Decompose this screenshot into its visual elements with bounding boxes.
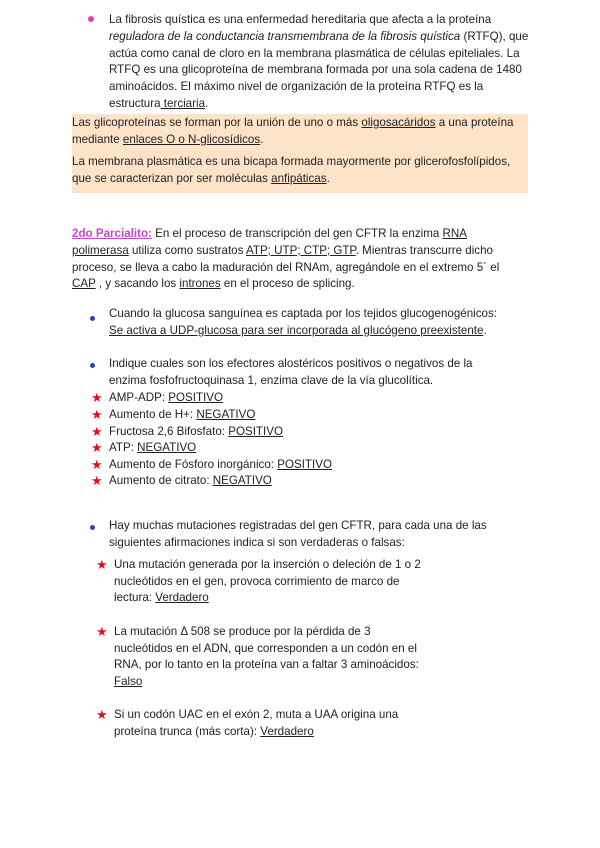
- efector-value: POSITIVO: [168, 391, 224, 404]
- bullet-icon: [90, 525, 95, 530]
- text: , y sacando los: [95, 277, 180, 291]
- efector-label: Aumento de citrato:: [109, 474, 213, 487]
- answer-intrones: intrones: [179, 277, 221, 291]
- answer-terciaria: terciaria: [160, 96, 206, 110]
- parcialito-paragraph: [72, 226, 524, 293]
- intro-text: (RTFQ), que actúa como canal de cloro en la membrana plasmática de células epiteliales. La RTFQ es una glicoproteína de membrana formada por una sola cadena de 1480 aminoácidos. El máximo nivel de organización de la proteína RTFQ es la estructura: [109, 29, 529, 110]
- mutacion-item: [114, 624, 419, 690]
- star-icon: ★: [96, 557, 108, 572]
- efector-value: NEGATIVO: [137, 441, 197, 454]
- star-icon: ★: [96, 624, 108, 639]
- text: Las glicoproteínas se forman por la unión de uno o más: [72, 116, 362, 129]
- mutacion-text: Una mutación generada por la inserción o deleción de 1 o 2 nucleótidos en el gen, provoca corrimiento de marco de lectura:: [114, 558, 421, 605]
- question-text: Cuando la glucosa sanguínea es captada por los tejidos glucogenogénicos:: [109, 307, 498, 320]
- mutacion-item: [114, 557, 424, 607]
- intro-text: La fibrosis quística es una enfermedad hereditaria que afecta a la proteína: [109, 13, 492, 26]
- text: . Mientras transcurre dicho proceso, se lleva a cabo la maduración del RNAm, agregándole en el extremo 5´ el: [72, 243, 500, 274]
- text: La membrana plasmática es una bicapa formada mayormente por glicerofosfolípidos, que se caracterizan por ser moléculas: [72, 155, 511, 185]
- text: a una proteína mediante: [72, 116, 514, 146]
- protein-name: reguladora de la conductancia transmembrana de la fibrosis quística: [109, 29, 461, 43]
- glycoprotein-paragraph: [72, 114, 528, 148]
- mutacion-answer: Verdadero: [260, 724, 314, 738]
- efector-value: POSITIVO: [277, 458, 332, 471]
- efector-label: Aumento de H+:: [109, 408, 197, 421]
- efector-label: Aumento de Fósforo inorgánico:: [109, 458, 278, 471]
- efector-label: ATP:: [109, 441, 138, 454]
- star-icon: ★: [91, 407, 103, 422]
- efector-value: NEGATIVO: [196, 408, 256, 421]
- efector-value: NEGATIVO: [212, 474, 272, 487]
- efector-item: [109, 424, 283, 441]
- period: .: [326, 172, 330, 185]
- mutacion-item: [114, 707, 414, 740]
- period: .: [260, 133, 264, 146]
- mutacion-text: La mutación Δ 508 se produce por la pérdida de 3 nucleótidos en el ADN, que corresponden a un codón en el RNA, por lo tanto en la proteína van a faltar 3 aminoácidos:: [114, 625, 419, 672]
- mutaciones-question: Hay muchas mutaciones registradas del gen CFTR, para cada una de las siguientes afirmaciones indica si son verdaderas o falsas:: [109, 519, 487, 549]
- glucosa-question: [109, 306, 529, 339]
- bullet-icon: [88, 16, 94, 22]
- text: en el proceso de splicing.: [220, 277, 355, 291]
- bullet-icon: [90, 363, 95, 368]
- efector-label: AMP-ADP:: [109, 391, 169, 404]
- star-icon: ★: [91, 440, 103, 455]
- mutacion-text: Si un codón UAC en el exón 2, muta a UAA origina una proteína trunca (más corta):: [114, 708, 399, 738]
- star-icon: ★: [91, 457, 103, 472]
- mutacion-answer: Falso: [114, 674, 143, 688]
- star-icon: ★: [91, 473, 103, 488]
- efector-item: [109, 440, 196, 457]
- answer-enlaces: enlaces O o N-glicosídicos: [122, 133, 261, 146]
- efector-item: [109, 390, 223, 407]
- bullet-icon: [90, 316, 95, 321]
- efector-item: [109, 407, 255, 424]
- star-icon: ★: [91, 390, 103, 405]
- answer-sustratos: ATP; UTP; CTP; GTP: [246, 243, 356, 257]
- star-icon: ★: [96, 707, 108, 722]
- answer-anfipaticas: anfipáticas: [271, 172, 327, 185]
- membrane-paragraph: [72, 153, 528, 187]
- text: utiliza como sustratos: [128, 243, 246, 257]
- answer-oligosacaridos: oligosacáridos: [361, 116, 436, 129]
- star-icon: ★: [91, 424, 103, 439]
- period: .: [483, 323, 487, 337]
- mutacion-answer: Verdadero: [155, 591, 209, 605]
- answer-rna-polimerasa: RNA polimerasa: [72, 227, 467, 257]
- answer-cap: CAP: [72, 277, 96, 291]
- efector-item: [109, 473, 272, 490]
- intro-paragraph: [109, 12, 529, 113]
- efector-label: Fructosa 2,6 Bifosfato:: [109, 425, 229, 438]
- period: .: [205, 96, 209, 110]
- text: En el proceso de transcripción del gen CFTR la enzima: [151, 227, 443, 240]
- efectores-question: Indique cuales son los efectores alostéricos positivos o negativos de la enzima fosfofructoquinasa 1, enzima clave de la vía glucolítica.: [109, 357, 473, 387]
- efector-value: POSITIVO: [228, 425, 283, 438]
- highlight-box: [72, 114, 528, 193]
- parcialito-title: 2do Parcialito:: [72, 227, 152, 240]
- glucosa-answer: Se activa a UDP-glucosa para ser incorporada al glucógeno preexistente: [109, 323, 484, 337]
- efector-item: [109, 457, 332, 474]
